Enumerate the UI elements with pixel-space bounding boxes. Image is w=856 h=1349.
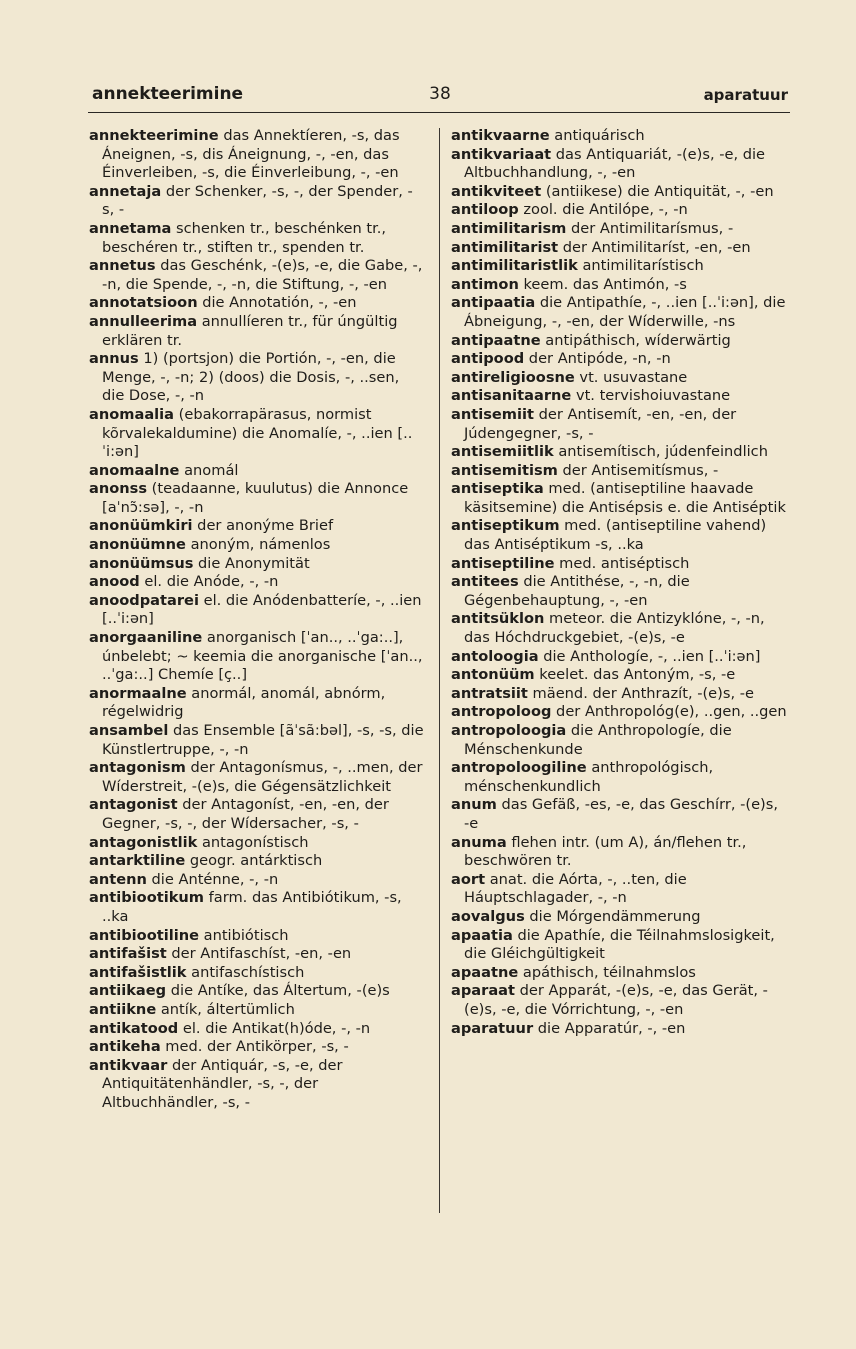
entry-translation: die Anténne, -, -n	[146, 870, 279, 888]
dictionary-entry	[451, 1020, 787, 1039]
dictionary-entry	[89, 685, 425, 722]
entry-translation: farm. das Antibiótikum, -s, ..ka	[102, 889, 402, 925]
entry-translation: antibiótisch	[199, 926, 289, 944]
entry-headword: antratsiit	[451, 684, 528, 702]
entry-headword: antiikaeg	[89, 982, 167, 1000]
entry-translation: die Antithése, -, -n, die Gégenbehauptung, -, -en	[464, 573, 690, 609]
dictionary-entry	[451, 871, 787, 908]
entry-translation: keem. das Antimón, -s	[518, 275, 687, 293]
dictionary-entry	[451, 183, 787, 202]
dictionary-entry	[451, 350, 787, 369]
dictionary-entry	[451, 573, 787, 610]
entry-translation: (antiikese) die Antiquität, -, -en	[541, 182, 774, 200]
entry-translation: antimilitarístisch	[577, 257, 704, 275]
entry-headword: antoloogia	[451, 647, 539, 665]
entry-headword: annus	[89, 350, 139, 368]
entry-translation: der Antiquár, -s, -e, der Antiquitätenhändler, -s, -, der Altbuchhändler, -s, -	[102, 1056, 343, 1111]
entry-headword: antipaatia	[451, 294, 536, 312]
entry-translation: schenken tr., beschénken tr., beschéren tr., stiften tr., spenden tr.	[102, 219, 387, 256]
entry-headword: antisemiitlik	[451, 443, 554, 461]
entry-translation: das Geschénk, -(e)s, -e, die Gabe, -, -n, die Spende, -, -n, die Stiftung, -, -en	[102, 257, 423, 293]
entry-headword: annetus	[89, 257, 156, 275]
entry-translation: el. die Antikat(h)óde, -, -n	[178, 1019, 371, 1037]
entry-translation: anoným, námenlos	[185, 536, 331, 554]
dictionary-entry	[89, 536, 425, 555]
dictionary-entry	[89, 834, 425, 853]
entry-translation: der Antifaschíst, -en, -en	[166, 945, 352, 963]
dictionary-entry	[451, 834, 787, 871]
entry-translation: die Antíke, das Áltertum, -(e)s	[166, 982, 390, 1000]
entry-headword: aparaat	[451, 982, 516, 1000]
entry-translation: geogr. antárktisch	[185, 852, 323, 870]
entry-headword: antisemiit	[451, 405, 534, 423]
dictionary-entry	[89, 945, 425, 964]
entry-translation: der Antimilitaríst, -en, -en	[558, 238, 751, 256]
entry-translation: der Apparát, -(e)s, -e, das Gerät, -(e)s, -e, die Vórrichtung, -, -en	[464, 982, 768, 1018]
entry-headword: antifašistlik	[89, 963, 187, 981]
column-divider	[439, 128, 440, 1213]
dictionary-entry	[89, 852, 425, 871]
entry-headword: antimilitaristlik	[451, 257, 578, 275]
dictionary-entry	[89, 573, 425, 592]
entry-headword: antimilitarist	[451, 238, 559, 256]
entry-headword: antonüüm	[451, 666, 535, 684]
left-column	[89, 127, 425, 1112]
dictionary-entry	[89, 1057, 425, 1113]
dictionary-entry	[89, 350, 425, 406]
dictionary-entry	[451, 555, 787, 574]
entry-headword: anonüümkiri	[89, 517, 193, 535]
entry-headword: anonüümsus	[89, 554, 194, 572]
entry-translation: der anonýme Brief	[192, 517, 334, 535]
entry-headword: apaatia	[451, 926, 513, 944]
dictionary-entry	[89, 517, 425, 536]
entry-headword: antikeha	[89, 1038, 161, 1056]
dictionary-entry	[451, 369, 787, 388]
entry-translation: anat. die Aórta, -, ..ten, die Háuptschlagader, -, -n	[464, 870, 687, 907]
dictionary-entry	[451, 257, 787, 276]
dictionary-entry	[451, 146, 787, 183]
entry-headword: antikvariaat	[451, 145, 552, 163]
dictionary-entry	[451, 276, 787, 295]
dictionary-entry	[451, 666, 787, 685]
entry-translation: der Antipóde, -n, -n	[524, 350, 671, 368]
entry-headword: antisanitaarne	[451, 387, 572, 405]
entry-translation: die Apathíe, die Téilnahmslosigkeit, die Gléichgültigkeit	[464, 926, 775, 963]
entry-translation: apáthisch, téilnahmslos	[518, 963, 696, 981]
entry-translation: die Annotatión, -, -en	[197, 294, 357, 312]
dictionary-entry	[451, 703, 787, 722]
dictionary-entry	[451, 648, 787, 667]
entry-headword: antarktiline	[89, 852, 186, 870]
entry-translation: der Antagoníst, -en, -en, der Gegner, -s, -, der Wídersacher, -s, -	[102, 796, 389, 832]
entry-translation: die Apparatúr, -, -en	[533, 1019, 686, 1037]
dictionary-entry	[451, 759, 787, 796]
dictionary-entry	[89, 183, 425, 220]
entry-headword: apaatne	[451, 963, 519, 981]
dictionary-entry	[451, 332, 787, 351]
entry-headword: annotatsioon	[89, 294, 198, 312]
entry-headword: ansambel	[89, 722, 169, 739]
dictionary-entry	[89, 220, 425, 257]
header-left-headword: annekteerimine	[92, 84, 244, 104]
entry-translation: die Anthropologíe, die Ménschenkunde	[464, 722, 732, 758]
entry-headword: antifašist	[89, 945, 167, 963]
entry-translation: 1) (portsjon) die Portión, -, -en, die Menge, -, -n; 2) (doos) die Dosis, -, ..sen, die Dose, -, -n	[102, 350, 400, 405]
entry-headword: anood	[89, 573, 140, 591]
dictionary-entry	[451, 517, 787, 554]
entry-headword: antropoloogia	[451, 722, 567, 739]
dictionary-entry	[89, 462, 425, 481]
entry-translation: (teadaanne, kuulutus) die Annonce [aˈnɔ̃:sə], -, -n	[102, 480, 409, 516]
entry-translation: keelet. das Antoným, -s, -e	[534, 666, 736, 684]
entry-headword: anomaalia	[89, 405, 175, 423]
dictionary-entry	[451, 127, 787, 146]
entry-translation: die Anthologíe, -, ..ien [..ˈi:ən]	[538, 647, 761, 665]
entry-translation: med. der Antikörper, -s, -	[160, 1038, 349, 1056]
entry-headword: antimilitarism	[451, 219, 567, 237]
entry-headword: antipaatne	[451, 331, 541, 349]
entry-headword: antikvaarne	[451, 127, 550, 144]
entry-translation: die Mórgendämmerung	[524, 907, 701, 925]
entry-translation: zool. die Antilópe, -, -n	[518, 201, 688, 219]
entry-translation: antagonístisch	[197, 833, 309, 851]
entry-headword: anomaalne	[89, 461, 180, 479]
entry-translation: antík, áltertümlich	[156, 1000, 295, 1018]
dictionary-entry	[451, 908, 787, 927]
entry-translation: mäend. der Anthrazít, -(e)s, -e	[527, 684, 754, 702]
dictionary-entry	[451, 480, 787, 517]
entry-headword: annekteerimine	[89, 127, 219, 144]
entry-headword: antagonistlik	[89, 833, 198, 851]
entry-translation: die Anonymität	[193, 554, 310, 572]
dictionary-entry	[89, 889, 425, 926]
entry-headword: antiloop	[451, 201, 519, 219]
dictionary-entry	[451, 610, 787, 647]
entry-headword: anormaalne	[89, 684, 187, 702]
dictionary-entry	[89, 555, 425, 574]
entry-translation: der Antisemitísmus, -	[557, 461, 719, 479]
dictionary-entry	[89, 927, 425, 946]
entry-headword: antropoloog	[451, 703, 552, 721]
entry-translation: die Antipathíe, -, ..ien [..ˈi:ən], die Ábneigung, -, -en, der Wíderwille, -ns	[464, 294, 786, 330]
dictionary-entry	[89, 964, 425, 983]
entry-headword: antiikne	[89, 1000, 157, 1018]
page-header	[92, 84, 788, 110]
entry-translation: anorganisch [ˈan.., ..ˈga:..], únbelebt; ~ keemia die anorganische [ˈan.., ..ˈga:..] Chemíe [ç..]	[102, 629, 423, 684]
entry-translation: das Antiquariát, -(e)s, -e, die Altbuchhandlung, -, -en	[464, 145, 766, 182]
entry-translation: meteor. die Antizyklóne, -, -n, das Hóchdruckgebiet, -(e)s, -e	[464, 610, 765, 647]
dictionary-entry	[89, 406, 425, 462]
dictionary-entry	[451, 220, 787, 239]
entry-translation: das Gefäß, -es, -e, das Geschírr, -(e)s, -e	[464, 796, 778, 832]
entry-headword: anonüümne	[89, 536, 186, 554]
entry-translation: med. (antiseptiline haavade käsitsemine) die Antisépsis e. die Antiséptik	[464, 480, 786, 516]
dictionary-entry	[89, 127, 425, 183]
entry-translation: das Annektíeren, -s, das Áneignen, -s, dis Áneignung, -, -en, das Éinverleiben, -s, die Éinverleibung, -, -en	[102, 127, 400, 182]
entry-headword: antitees	[451, 573, 519, 591]
dictionary-entry	[451, 964, 787, 983]
page-number: 38	[429, 84, 451, 104]
entry-headword: antagonism	[89, 759, 186, 777]
right-column	[451, 127, 787, 1038]
entry-translation: anormál, anomál, abnórm, régelwidrig	[102, 684, 386, 721]
entry-translation: flehen intr. (um A), án/flehen tr., beschwören tr.	[464, 833, 747, 870]
entry-headword: antenn	[89, 870, 147, 888]
dictionary-entry	[451, 722, 787, 759]
entry-headword: antikvaar	[89, 1056, 168, 1074]
entry-translation: der Antagonísmus, -, ..men, der Wíderstreit, -(e)s, die Gégensätzlichkeit	[102, 759, 423, 795]
dictionary-entry	[451, 796, 787, 833]
dictionary-entry	[451, 201, 787, 220]
dictionary-entry	[89, 1038, 425, 1057]
dictionary-entry	[451, 406, 787, 443]
dictionary-entry	[89, 759, 425, 796]
entry-headword: antiseptikum	[451, 517, 560, 535]
dictionary-entry	[451, 685, 787, 704]
entry-headword: antimon	[451, 275, 519, 293]
entry-translation: vt. usuvastane	[574, 368, 688, 386]
entry-headword: antikatood	[89, 1019, 179, 1037]
entry-translation: das Ensemble [ãˈsã:bəl], -s, -s, die Künstlertruppe, -, -n	[102, 722, 424, 758]
entry-translation: antifaschístisch	[186, 963, 305, 981]
dictionary-entry	[89, 257, 425, 294]
dictionary-entry	[89, 1001, 425, 1020]
entry-translation: vt. tervishoiuvastane	[571, 387, 731, 405]
entry-headword: antiseptiline	[451, 554, 555, 572]
dictionary-entry	[89, 313, 425, 350]
dictionary-entry	[451, 982, 787, 1019]
header-rule	[88, 112, 790, 113]
entry-translation: el. die Anóde, -, -n	[139, 573, 279, 591]
entry-headword: antagonist	[89, 796, 178, 814]
entry-headword: aparatuur	[451, 1019, 534, 1037]
dictionary-entry	[89, 982, 425, 1001]
entry-headword: anorgaaniline	[89, 629, 203, 647]
dictionary-entry	[451, 294, 787, 331]
dictionary-entry	[89, 1020, 425, 1039]
dictionary-entry	[89, 592, 425, 629]
entry-headword: annetama	[89, 219, 172, 237]
entry-translation: anomál	[179, 461, 239, 479]
entry-headword: anoodpatarei	[89, 591, 199, 609]
entry-headword: antireligioosne	[451, 368, 575, 386]
dictionary-entry	[89, 629, 425, 685]
dictionary-entry	[89, 294, 425, 313]
entry-headword: anonss	[89, 480, 148, 498]
entry-translation: el. die Anódenbatteríe, -, ..ien [..ˈi:ən]	[102, 591, 422, 628]
entry-headword: antipood	[451, 350, 525, 368]
entry-translation: antiquárisch	[549, 127, 645, 144]
header-right-headword: aparatuur	[703, 86, 788, 104]
entry-headword: annetaja	[89, 182, 162, 200]
entry-translation: der Antisemít, -en, -en, der Júdengegner, -s, -	[464, 405, 737, 442]
entry-translation: der Antimilitarísmus, -	[566, 219, 734, 237]
entry-headword: annulleerima	[89, 312, 198, 330]
entry-translation: der Schenker, -s, -, der Spender, -s, -	[102, 182, 413, 219]
entry-translation: med. antiséptisch	[554, 554, 690, 572]
dictionary-entry	[89, 796, 425, 833]
entry-translation: antipáthisch, wíderwärtig	[540, 331, 731, 349]
entry-headword: antiseptika	[451, 480, 544, 498]
entry-headword: aort	[451, 870, 486, 888]
entry-translation: med. (antiseptiline vahend) das Antiséptikum -s, ..ka	[464, 517, 767, 554]
entry-headword: antisemitism	[451, 461, 558, 479]
dictionary-entry	[451, 462, 787, 481]
entry-headword: antikviteet	[451, 182, 542, 200]
entry-headword: aovalgus	[451, 907, 525, 925]
entry-translation: annullíeren tr., für úngültig erklären tr.	[102, 312, 398, 349]
dictionary-entry	[451, 387, 787, 406]
entry-translation: anthropológisch, ménschenkundlich	[464, 759, 714, 795]
dictionary-entry	[89, 480, 425, 517]
entry-headword: antitsüklon	[451, 610, 545, 628]
entry-headword: anum	[451, 796, 497, 814]
entry-translation: der Anthropológ(e), ..gen, ..gen	[551, 703, 787, 721]
entry-headword: antibiootikum	[89, 889, 204, 907]
entry-headword: antibiootiline	[89, 926, 199, 944]
dictionary-entry	[89, 722, 425, 759]
dictionary-entry	[451, 239, 787, 258]
entry-translation: (ebakorrapärasus, normist kõrvalekaldumine) die Anomalíe, -, ..ien [..ˈi:ən]	[102, 405, 413, 461]
entry-headword: antropoloogiline	[451, 759, 587, 777]
entry-translation: antisemítisch, júdenfeindlich	[553, 443, 768, 461]
dictionary-entry	[89, 871, 425, 890]
entry-headword: anuma	[451, 833, 507, 851]
dictionary-entry	[451, 927, 787, 964]
dictionary-entry	[451, 443, 787, 462]
